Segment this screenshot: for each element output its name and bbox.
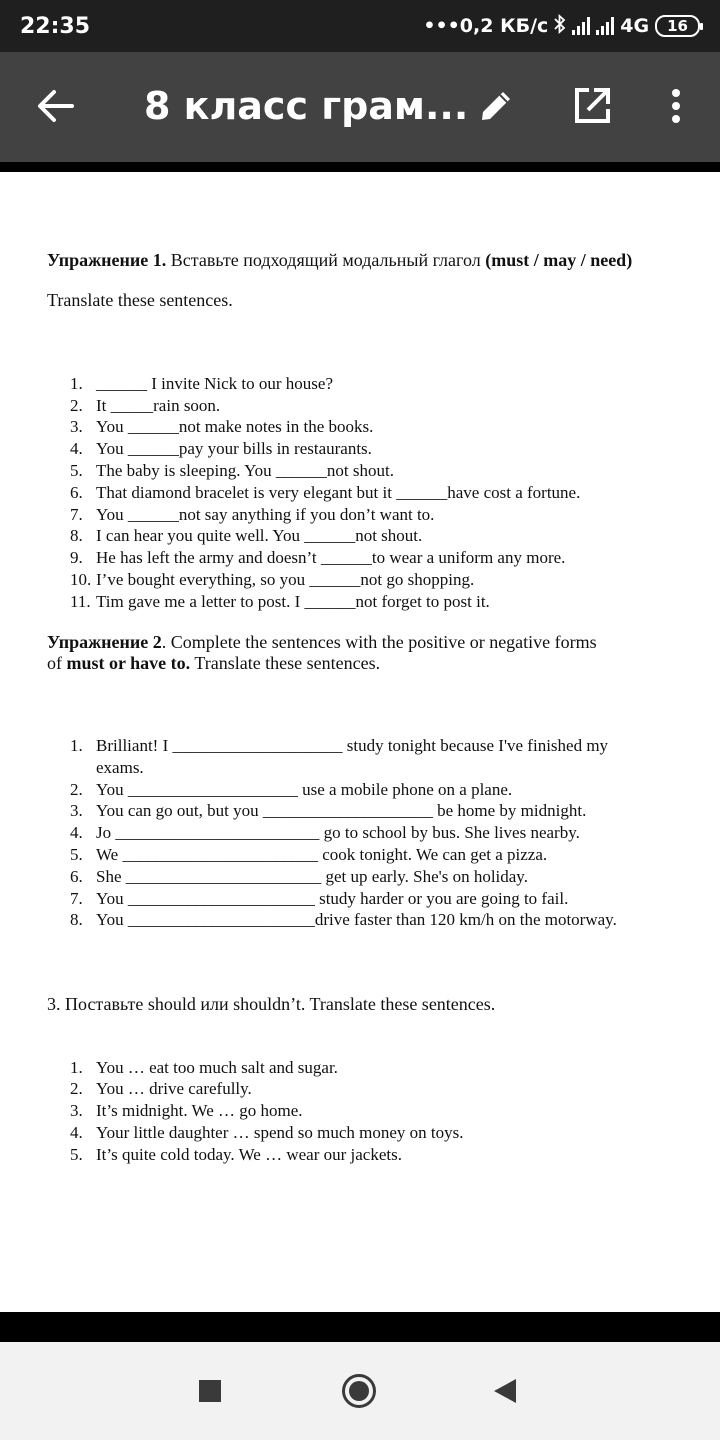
- edit-pencil-icon: [476, 86, 516, 126]
- signal-icon: [572, 17, 590, 35]
- list-item: 1. You … eat too much salt and sugar.: [70, 1058, 338, 1077]
- more-options-button[interactable]: [652, 80, 700, 132]
- app-bar: [0, 52, 720, 162]
- list-item: 4. You ______pay your bills in restaurants.: [70, 439, 372, 458]
- more-vert-icon: [670, 88, 682, 124]
- list-item: 5. It’s quite cold today. We … wear our jackets.: [70, 1145, 402, 1164]
- list-item: 8. You ______________________drive faster than 120 km/h on the motorway.: [70, 910, 617, 929]
- signal-icon: [596, 17, 614, 35]
- page-title: 8 класс грам...: [144, 84, 469, 128]
- status-icons: [423, 14, 700, 39]
- list-item: 6. That diamond bracelet is very elegant but it ______have cost a fortune.: [70, 483, 581, 502]
- list-item: 5. The baby is sleeping. You ______not shout.: [70, 461, 394, 480]
- list-item: 8. I can hear you quite well. You ______not shout.: [70, 526, 423, 545]
- network-speed: •••0,2 КБ/с: [423, 15, 549, 37]
- list-item: 5. We _______________________ cook tonight. We can get a pizza.: [70, 845, 548, 864]
- exercise-1-title: Упражнение 1. Вставьте подходящий модальный глагол (must / may / need): [47, 250, 633, 270]
- list-item: 9. He has left the army and doesn’t ______to wear a uniform any more.: [70, 548, 566, 567]
- home-circle-icon[interactable]: [342, 1374, 376, 1408]
- list-item: 6. She _______________________ get up early. She's on holiday.: [70, 867, 528, 886]
- document-page[interactable]: [0, 172, 720, 1312]
- open-external-icon: [572, 86, 612, 126]
- list-item: 7. You ______not say anything if you don’t want to.: [70, 505, 435, 524]
- list-item: 2. You … drive carefully.: [70, 1079, 252, 1098]
- list-item: 7. You ______________________ study harder or you are going to fail.: [70, 889, 569, 908]
- exercise-3-title: 3. Поставьте should или shouldn’t. Translate these sentences.: [47, 994, 496, 1014]
- list-item: 1. Brilliant! I ____________________ study tonight because I've finished my: [70, 736, 609, 755]
- list-item: 2. It _____rain soon.: [70, 396, 221, 415]
- back-triangle-icon[interactable]: [494, 1379, 516, 1403]
- list-item: 1. ______ I invite Nick to our house?: [70, 374, 334, 393]
- list-item: 3. It’s midnight. We … go home.: [70, 1101, 303, 1120]
- list-item: 3. You ______not make notes in the books.: [70, 417, 374, 436]
- list-item-continuation: exams.: [96, 758, 144, 777]
- back-arrow-icon: [36, 86, 76, 126]
- navigation-bar: [0, 1342, 720, 1440]
- bluetooth-icon: [554, 14, 566, 39]
- open-external-button[interactable]: [566, 80, 618, 132]
- list-item: 11. Tim gave me a letter to post. I ______not forget to post it.: [70, 592, 490, 611]
- list-item: 10. I’ve bought everything, so you ______not go shopping.: [70, 570, 475, 589]
- network-type: 4G: [620, 15, 650, 37]
- list-item: 4. Jo ________________________ go to school by bus. She lives nearby.: [70, 823, 580, 842]
- exercise-2-title: Упражнение 2. Complete the sentences with the positive or negative forms of must or have to. Translate these sentences.: [47, 632, 597, 673]
- status-bar: [0, 0, 720, 52]
- edit-button[interactable]: [470, 80, 522, 132]
- back-button[interactable]: [30, 80, 82, 132]
- list-item: 2. You ____________________ use a mobile phone on a plane.: [70, 780, 513, 799]
- battery-icon: 16: [655, 15, 700, 37]
- list-item: 4. Your little daughter … spend so much money on toys.: [70, 1123, 464, 1142]
- recents-square-icon[interactable]: [199, 1380, 221, 1402]
- exercise-1-subtitle: Translate these sentences.: [47, 290, 233, 310]
- list-item: 3. You can go out, but you ____________________ be home by midnight.: [70, 801, 587, 820]
- status-time: 22:35: [20, 13, 91, 39]
